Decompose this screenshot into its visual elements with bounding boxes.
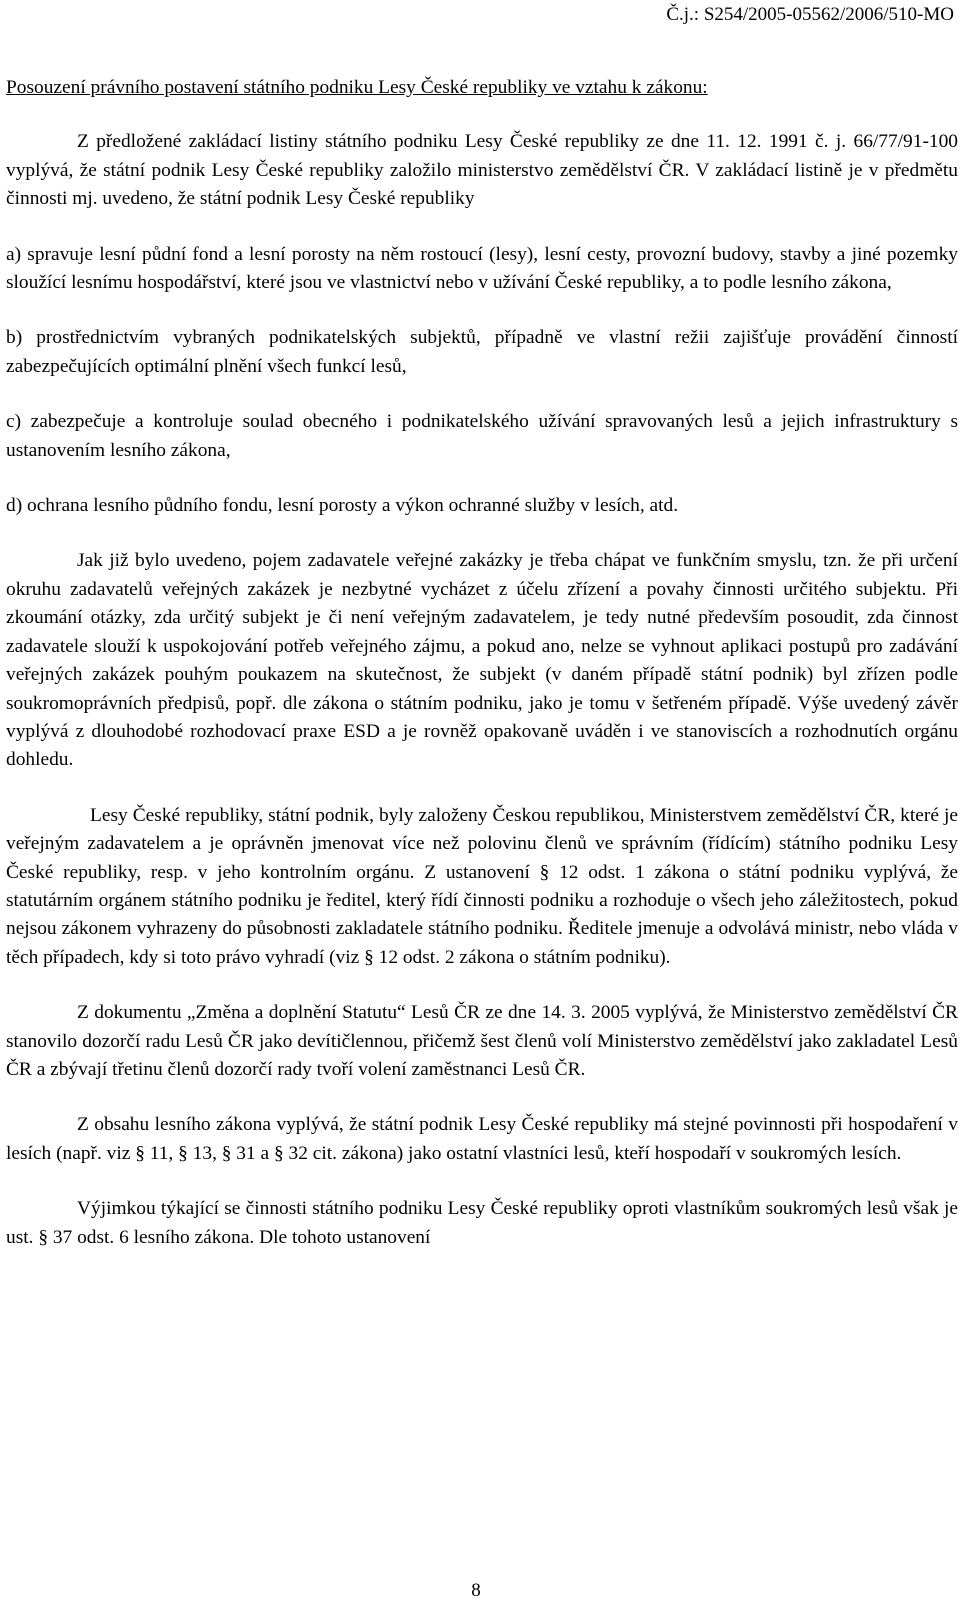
document-body (6, 74, 958, 1252)
list-item-b: b) prostřednictvím vybraných podnikatelských subjektů, případně ve vlastní režii zajišťuje provádění činností zabezpečujících optimální plnění všech funkcí lesů, (6, 327, 958, 377)
paragraph-exception: Výjimkou týkající se činnosti státního podniku Lesy České republiky oproti vlastníkům soukromých lesů však je ust. § 37 odst. 6 lesního zákona. Dle tohoto ustanovení (6, 1198, 958, 1248)
paragraph-establishment: Lesy České republiky, státní podnik, byly založeny Českou republikou, Ministerstvem zemědělství ČR, které je veřejným zadavatelem a je oprávněn jmenovat více než polovinu členů ve správním (řídícím) státního podniku Lesy České republiky, resp. v jeho kontrolním orgánu. Z ustanovení § 12 odst. 1 zákona o státní podniku vyplývá, že statutárním orgánem státního podniku je ředitel, který řídí činnosti podniku a rozhoduje o všech jeho záležitostech, pokud nejsou zákonem vyhrazeny do působnosti zakladatele státního podniku. Ředitele jmenuje a odvolává ministr, nebo vláda v těch případech, kdy si toto právo vyhradí (viz § 12 odst. 2 zákona o státním podniku). (6, 804, 958, 968)
reference-number: Č.j.: S254/2005-05562/2006/510-MO (666, 4, 954, 25)
paragraph-statute-change: Z dokumentu „Změna a doplnění Statutu“ Lesů ČR ze dne 14. 3. 2005 vyplývá, že Ministerstvo zemědělství ČR stanovilo dozorčí radu Lesů ČR jako devítičlennou, přičemž šest členů volí Ministerstvo zemědělství jako zakladatel Lesů ČR a zbývají třetinu členů dozorčí rady tvoří volení zaměstnanci Lesů ČR. (6, 1002, 958, 1080)
list-item-d: d) ochrana lesního půdního fondu, lesní porosty a výkon ochranné služby v lesích, atd. (6, 495, 679, 517)
page-number: 8 (471, 1580, 481, 1601)
list-item-c: c) zabezpečuje a kontroluje soulad obecného i podnikatelského užívání spravovaných lesů a jejich infrastruktury s ustanovením lesního zákona, (6, 411, 958, 461)
paragraph-forest-act: Z obsahu lesního zákona vyplývá, že státní podnik Lesy České republiky má stejné povinnosti při hospodaření v lesích (např. viz § 11, § 13, § 31 a § 32 cit. zákona) jako ostatní vlastníci lesů, kteří hospodaří v soukromých lesích. (6, 1114, 958, 1164)
section-heading: Posouzení právního postavení státního podniku Lesy České republiky ve vztahu k zákonu: (6, 77, 708, 98)
paragraph-founding-deed: Z předložené zakládací listiny státního podniku Lesy České republiky ze dne 11. 12. 1991 č. j. 66/77/91-100 vyplývá, že státní podnik Lesy České republiky založilo ministerstvo zemědělství ČR. V zakládací listině je v předmětu činnosti mj. uvedeno, že státní podnik Lesy České republiky (6, 131, 958, 210)
paragraph-contracting-authority: Jak již bylo uvedeno, pojem zadavatele veřejné zakázky je třeba chápat ve funkčním smyslu, tzn. že při určení okruhu zadavatelů veřejných zakázek je nezbytné vycházet z účelu zřízení a povahy činnosti určitého subjektu. Při zkoumání otázky, zda určitý subjekt je či není veřejným zadavatelem, je tedy nutné především posoudit, zda činnost zadavatele slouží k uspokojování potřeb veřejného zájmu, a pokud ano, nelze se vyhnout aplikaci postupů pro zadávání veřejných zakázek pouhým poukazem na skutečnost, že subjekt (v daném případě státní podnik) byl zřízen podle soukromoprávních předpisů, popř. dle zákona o státním podniku, jako je tomu v šetřeném případě. Výše uvedený závěr vyplývá z dlouhodobé rozhodovací praxe ESD a je rovněž opakovaně uváděn i ve stanoviscích a rozhodnutích orgánu dohledu. (6, 550, 958, 771)
list-item-a: a) spravuje lesní půdní fond a lesní porosty na něm rostoucí (lesy), lesní cesty, provozní budovy, stavby a jiné pozemky sloužící lesnímu hospodářství, které jsou ve vlastnictví nebo v užívání České republiky, a to podle lesního zákona, (6, 243, 958, 294)
